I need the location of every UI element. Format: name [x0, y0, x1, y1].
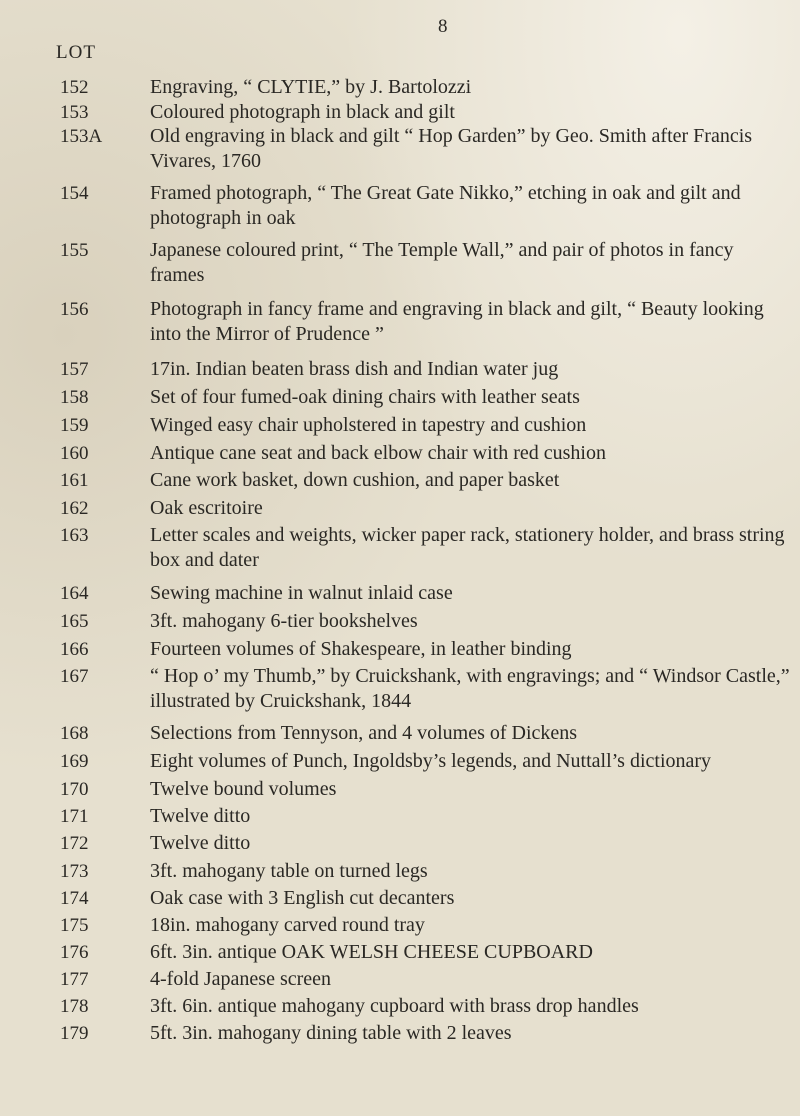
lot-number: 175: [60, 915, 89, 936]
lot-entry: [60, 859, 790, 884]
lot-description: Framed photograph, “ The Great Gate Nikko,” etching in oak and gilt and photograph in oak: [150, 182, 741, 229]
lot-entry: [60, 100, 790, 125]
lot-number: 168: [60, 723, 89, 744]
lot-description: Coloured photograph in black and gilt: [150, 101, 455, 123]
lot-entry: [60, 181, 790, 231]
lot-entry: [60, 804, 790, 829]
lot-description: 3ft. mahogany 6-tier bookshelves: [150, 610, 418, 632]
lot-number: 161: [60, 470, 89, 491]
lot-description: Sewing machine in walnut inlaid case: [150, 582, 453, 604]
lot-description: Twelve ditto: [150, 805, 251, 827]
lot-entry: [60, 831, 790, 856]
lot-entry: [60, 940, 790, 965]
lot-entry: [60, 523, 790, 573]
lot-description: 5ft. 3in. mahogany dining table with 2 leaves: [150, 1022, 512, 1044]
lot-entry: [60, 297, 790, 347]
lot-number: 169: [60, 751, 89, 772]
lot-entry: [60, 124, 790, 174]
lot-entry: [60, 664, 790, 714]
lot-entry: [60, 496, 790, 521]
lot-entry: [60, 721, 790, 746]
lot-entry: [60, 886, 790, 911]
page-number: 8: [438, 16, 448, 37]
lot-number: 163: [60, 525, 89, 546]
lot-entry: [60, 413, 790, 438]
lot-number: 152: [60, 77, 89, 98]
lot-number: 153A: [60, 126, 103, 147]
lot-description: 3ft. 6in. antique mahogany cupboard with brass drop handles: [150, 995, 639, 1017]
lot-description: Cane work basket, down cushion, and paper basket: [150, 469, 560, 491]
lot-entry: [60, 967, 790, 992]
lot-description: Antique cane seat and back elbow chair with red cushion: [150, 442, 606, 464]
lot-number: 174: [60, 888, 89, 909]
lot-description: Japanese coloured print, “ The Temple Wall,” and pair of photos in fancy frames: [150, 239, 734, 286]
lot-number: 166: [60, 639, 89, 660]
lot-entry: [60, 238, 790, 288]
lot-number: 159: [60, 415, 89, 436]
lot-description: Selections from Tennyson, and 4 volumes of Dickens: [150, 722, 578, 744]
lot-column-header: LOT: [56, 42, 96, 63]
lot-description: Twelve bound volumes: [150, 778, 337, 800]
lot-entry: [60, 994, 790, 1019]
lot-entry: [60, 357, 790, 382]
lot-number: 172: [60, 833, 89, 854]
lot-number: 173: [60, 861, 89, 882]
lot-number: 167: [60, 666, 89, 687]
lot-number: 162: [60, 498, 89, 519]
lot-entry: [60, 75, 790, 100]
lot-description: Fourteen volumes of Shakespeare, in leather binding: [150, 638, 572, 660]
lot-entry: [60, 749, 790, 774]
lot-description: Letter scales and weights, wicker paper rack, stationery holder, and brass string box and dater: [150, 524, 785, 571]
lot-description: Eight volumes of Punch, Ingoldsby’s legends, and Nuttall’s dictionary: [150, 750, 712, 772]
lot-entry: [60, 609, 790, 634]
lot-entry: [60, 1021, 790, 1046]
lot-description: Twelve ditto: [150, 832, 251, 854]
lot-number: 170: [60, 779, 89, 800]
lot-number: 171: [60, 806, 89, 827]
lot-description: 18in. mahogany carved round tray: [150, 914, 425, 936]
lot-number: 177: [60, 969, 89, 990]
lot-number: 157: [60, 359, 89, 380]
lot-description: 17in. Indian beaten brass dish and Indian water jug: [150, 358, 559, 380]
lot-entry: [60, 913, 790, 938]
lot-description: 3ft. mahogany table on turned legs: [150, 860, 428, 882]
lot-number: 158: [60, 387, 89, 408]
lot-number: 178: [60, 996, 89, 1017]
lot-entry: [60, 637, 790, 662]
lot-number: 155: [60, 240, 89, 261]
lot-description: “ Hop o’ my Thumb,” by Cruickshank, with engravings; and “ Windsor Castle,” illustrated by Cruickshank, 1844: [150, 665, 790, 712]
lot-entry: [60, 777, 790, 802]
lot-entry: [60, 441, 790, 466]
lot-entry: [60, 468, 790, 493]
lot-description: Old engraving in black and gilt “ Hop Garden” by Geo. Smith after Francis Vivares, 1760: [150, 125, 753, 172]
lot-number: 160: [60, 443, 89, 464]
lot-number: 156: [60, 299, 89, 320]
lot-number: 154: [60, 183, 89, 204]
lot-entry: [60, 581, 790, 606]
lot-number: 153: [60, 102, 89, 123]
lot-description: 6ft. 3in. antique OAK WELSH CHEESE CUPBOARD: [150, 941, 593, 963]
lot-description: 4-fold Japanese screen: [150, 968, 332, 990]
lot-entry: [60, 385, 790, 410]
lot-description: Photograph in fancy frame and engraving in black and gilt, “ Beauty looking into the Mirror of Prudence ”: [150, 298, 764, 345]
lot-description: Set of four fumed-oak dining chairs with leather seats: [150, 386, 580, 408]
lot-number: 176: [60, 942, 89, 963]
lot-description: Engraving, “ CLYTIE,” by J. Bartolozzi: [150, 76, 472, 98]
lot-description: Oak escritoire: [150, 497, 263, 519]
lot-number: 164: [60, 583, 89, 604]
lot-number: 179: [60, 1023, 89, 1044]
lot-description: Oak case with 3 English cut decanters: [150, 887, 455, 909]
lot-description: Winged easy chair upholstered in tapestry and cushion: [150, 414, 587, 436]
lot-number: 165: [60, 611, 89, 632]
